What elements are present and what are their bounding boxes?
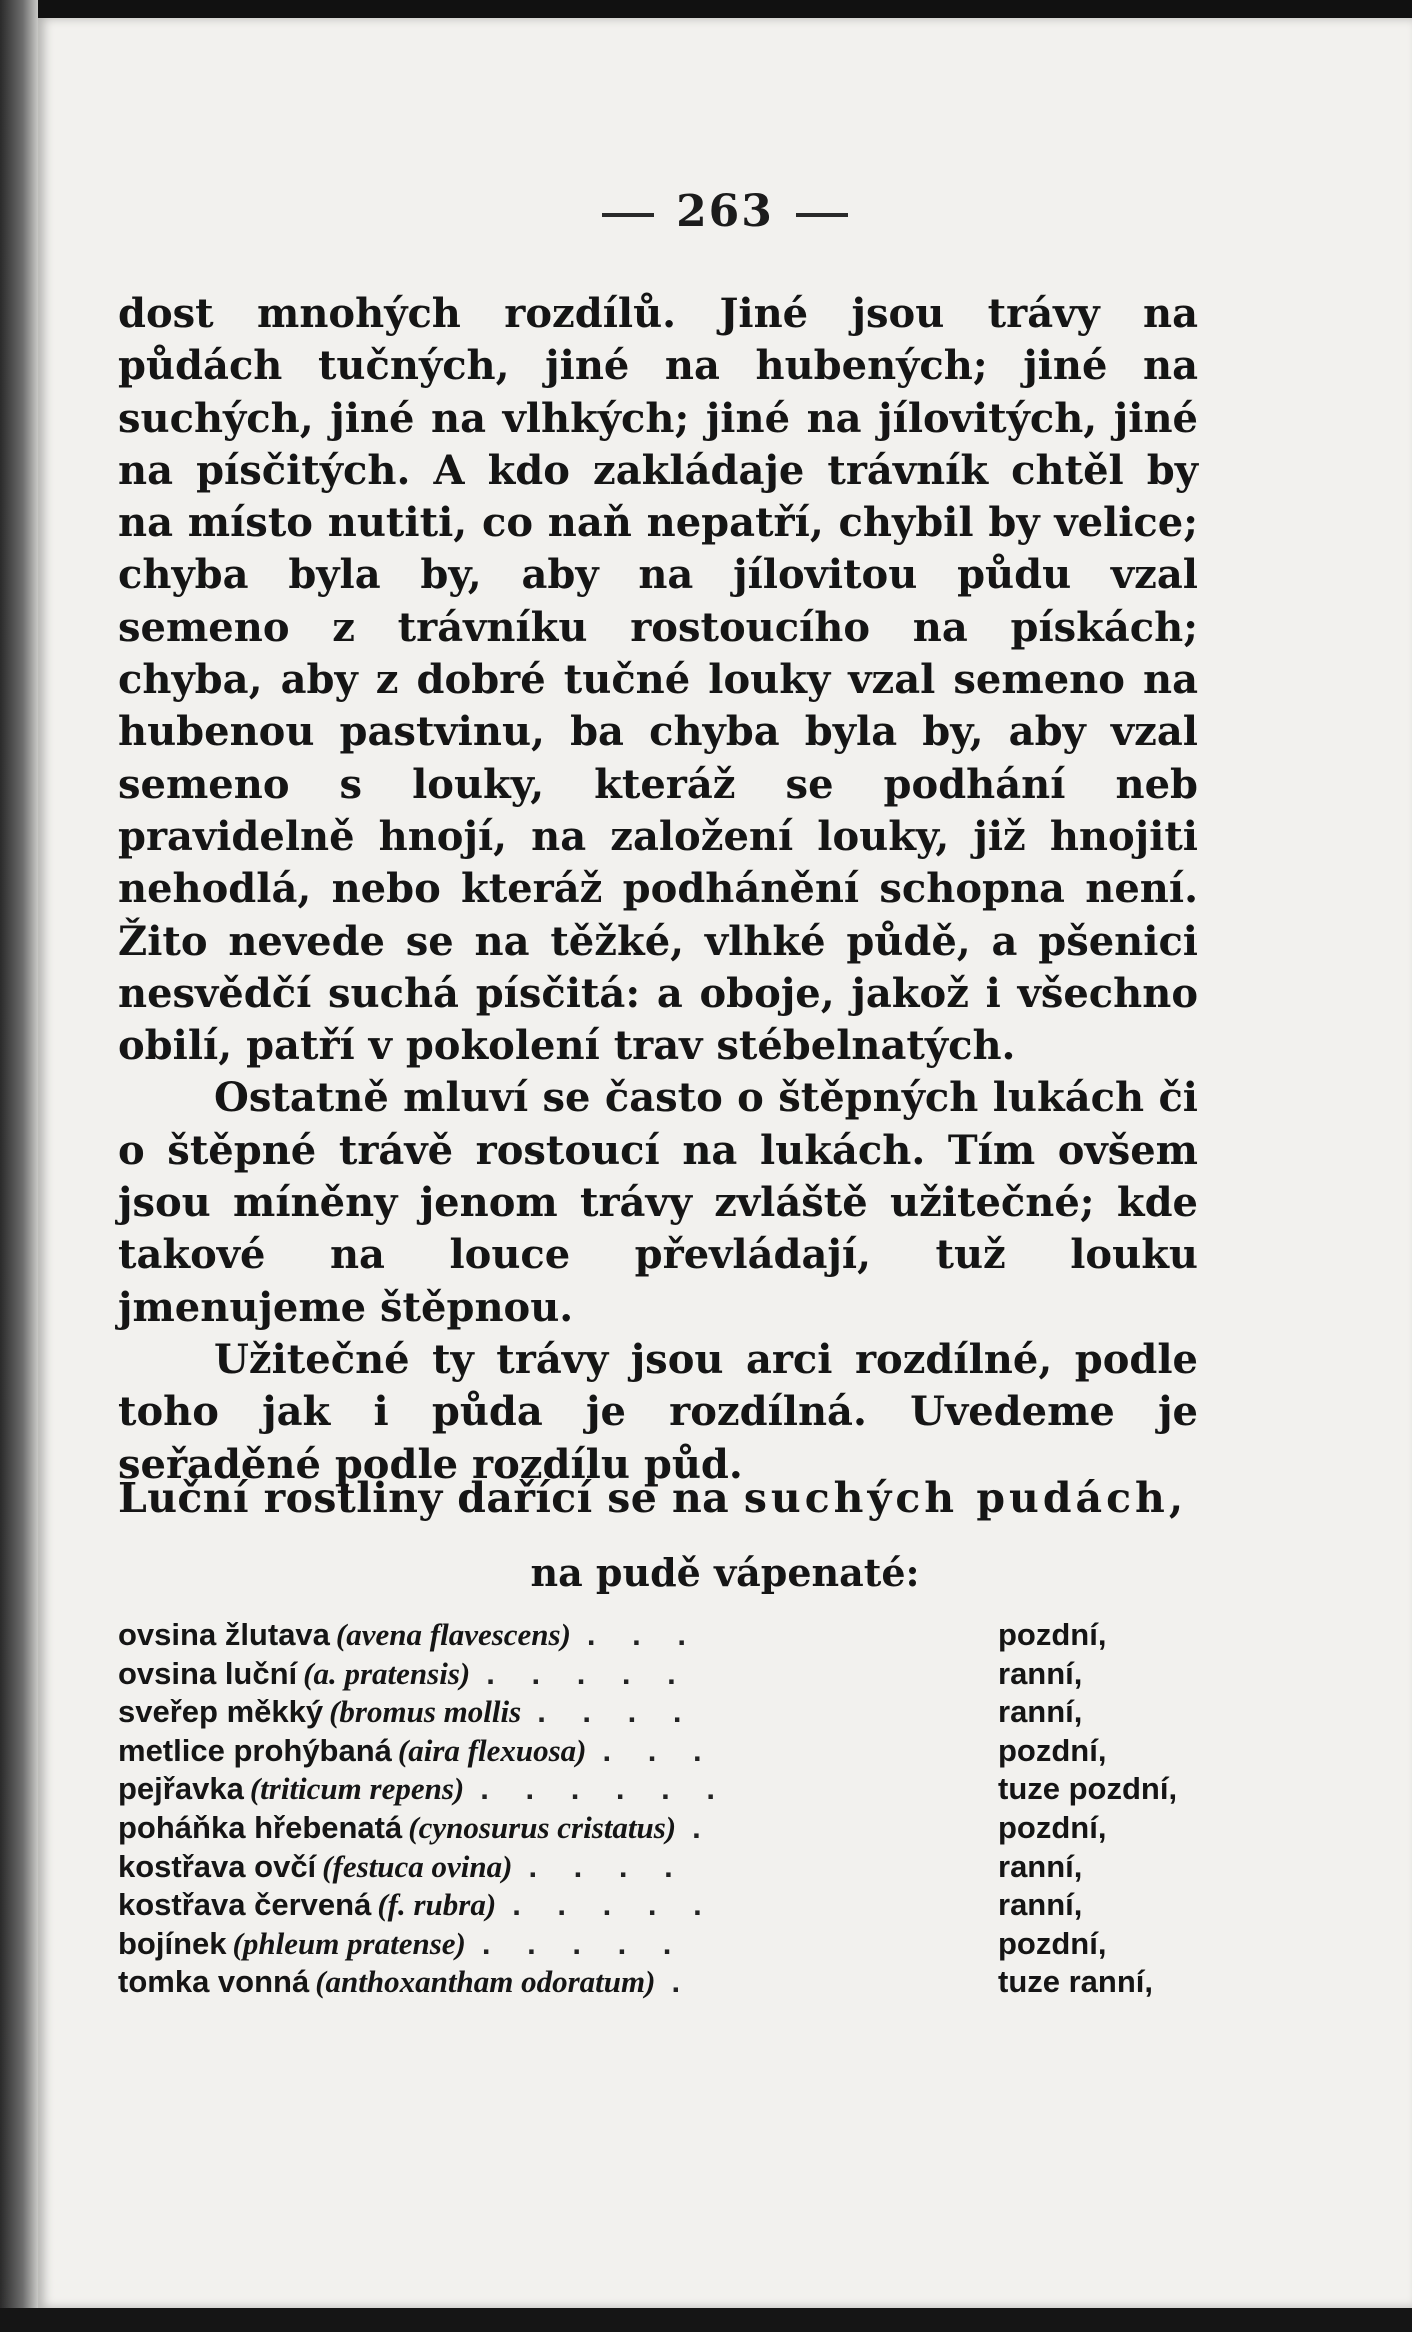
species-name: ovsina žlutava: [118, 1617, 330, 1652]
sub-heading: na pudě vápenaté:: [530, 1550, 920, 1595]
species-season: pozdní,: [998, 1809, 1107, 1845]
species-name: kostřava červená: [118, 1887, 372, 1923]
species-row: [118, 1693, 1218, 1732]
species-season: ranní,: [998, 1848, 1083, 1884]
paragraph-3: Užitečné ty trávy jsou arci rozdílné, podle toho jak i půda je rozdílná. Uvedeme je seřaděné podle rozdílu půd.: [118, 1335, 1198, 1488]
species-row: [118, 1616, 1218, 1655]
scan-top-edge: [0, 0, 1412, 18]
species-season: pozdní,: [998, 1925, 1107, 1961]
species-latin: (anthoxantham odoratum): [315, 1964, 656, 2000]
species-name: poháňka hřebenatá: [118, 1809, 403, 1845]
species-latin: (bromus mollis: [329, 1694, 522, 1730]
section-heading: [118, 1474, 1198, 1522]
species-row: [118, 1963, 1218, 2002]
species-name: metlice prohýbaná: [118, 1732, 392, 1768]
leader-dots: . . . .: [528, 1848, 687, 1884]
species-latin: (festuca ovina): [322, 1848, 513, 1884]
species-season: tuze ranní,: [998, 1964, 1154, 2000]
leader-dots: . . . . .: [486, 1655, 690, 1691]
species-row: [118, 1925, 1218, 1964]
species-season: tuze pozdní,: [998, 1771, 1178, 1807]
species-row: [118, 1886, 1218, 1925]
paragraph-2: Ostatně mluví se často o štěpných lukách či o štěpné trávě rostoucí na lukách. Tím ovšem jsou míněny jenom trávy zvláště užitečné; kde takové na louce převládají, tuž louku jmenujeme štěpnou.: [118, 1074, 1198, 1331]
species-row: [118, 1848, 1218, 1887]
species-latin: (f. rubra): [377, 1887, 497, 1923]
species-list: [118, 1616, 1218, 2002]
leader-dots: . . . . .: [481, 1925, 686, 1961]
leader-dots: . . .: [586, 1617, 700, 1652]
page-number-text: 263: [676, 186, 774, 237]
species-latin: (cynosurus cristatus): [408, 1809, 677, 1845]
section-heading-start: Luční rostliny dařící se na: [118, 1474, 730, 1522]
leader-dots: . . .: [602, 1732, 716, 1768]
species-name: bojínek: [118, 1925, 227, 1961]
scan-bottom-edge: [0, 2308, 1412, 2332]
species-name: ovsina luční: [118, 1655, 298, 1691]
species-season: pozdní,: [998, 1732, 1107, 1768]
book-page: [38, 18, 1412, 2308]
leader-dots: . . . .: [537, 1694, 696, 1730]
species-season: ranní,: [998, 1887, 1083, 1923]
leader-dots: . . . . .: [512, 1887, 716, 1923]
species-row: [118, 1732, 1218, 1771]
species-row: [118, 1809, 1218, 1848]
leader-dots: .: [692, 1809, 715, 1845]
species-row: [118, 1770, 1218, 1809]
species-season: ranní,: [998, 1694, 1083, 1730]
species-latin: (triticum repens): [249, 1771, 465, 1807]
page-number-dash-right: [796, 213, 848, 217]
paragraph-1: dost mnohých rozdílů. Jiné jsou trávy na půdách tučných, jiné na hubených; jiné na suchých, jiné na vlhkých; jiné na jílovitých, jiné na písčitých. A kdo zakládaje trávník chtěl by na místo nutiti, co naň nepatří, chybil by velice; chyba byla by, aby na jílovitou půdu vzal semeno z trávníku rostoucího na pískách; chyba, aby z dobré tučné louky vzal semeno na hubenou pastvinu, ba chyba byla by, aby vzal semeno s louky, kteráž se podhání neb pravidelně hnojí, na založení louky, již hnojiti nehodlá, nebo kteráž podhánění schopna není. Žito nevede se na těžké, vlhké půdě, a pšenici nesvědčí suchá písčitá: a oboje, jakož i všechno obilí, patří v pokolení trav stébelnatých.: [118, 290, 1198, 1070]
leader-dots: . . . . . .: [480, 1771, 729, 1807]
species-latin: (a. pratensis): [303, 1655, 471, 1691]
species-season: pozdní,: [998, 1617, 1107, 1652]
species-latin: (avena flavescens): [335, 1617, 571, 1652]
book-gutter-edge: [0, 0, 38, 2332]
species-name: sveřep měkký: [118, 1694, 324, 1730]
body-text: [118, 288, 1198, 1491]
species-name: tomka vonná: [118, 1964, 310, 2000]
leader-dots: .: [671, 1964, 695, 2000]
page-number-dash-left: [602, 213, 654, 217]
page-number: [38, 186, 1412, 237]
species-name: pejřavka: [118, 1771, 244, 1807]
section-heading-spaced: suchých pudách,: [743, 1474, 1188, 1522]
species-season: ranní,: [998, 1655, 1083, 1691]
species-latin: (aira flexuosa): [397, 1732, 587, 1768]
species-row: [118, 1655, 1218, 1694]
species-name: kostřava ovčí: [118, 1848, 317, 1884]
species-latin: (phleum pratense): [232, 1925, 466, 1961]
